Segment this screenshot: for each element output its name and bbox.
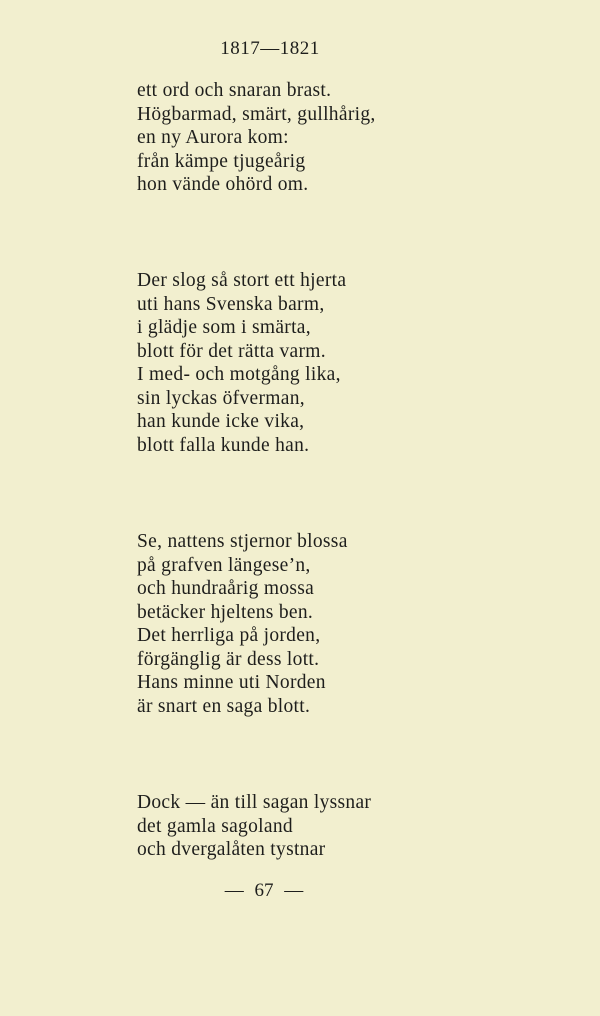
- verse-line: betäcker hjeltens ben.: [137, 601, 314, 623]
- verse-line: I med- och motgång lika,: [137, 364, 341, 385]
- stanza-3: [137, 530, 348, 718]
- verse-line: blott falla kunde han.: [137, 434, 310, 456]
- verse-line: Der slog så stort ett hjerta: [137, 270, 347, 291]
- verse-line: blott för det rätta varm.: [137, 340, 326, 362]
- verse-line: i glädje som i smärta,: [137, 317, 311, 338]
- verse-line: sin lyckas öfverman,: [137, 387, 305, 409]
- verse-line: är snart en saga blott.: [137, 695, 311, 717]
- verse-line: från kämpe tjugeårig: [137, 150, 306, 172]
- verse-line: hon vände ohörd om.: [137, 174, 309, 195]
- verse-line: och hundraårig mossa: [137, 578, 315, 599]
- verse-line: Högbarmad, smärt, gullhårig,: [137, 103, 376, 125]
- verse-line: Hans minne uti Norden: [137, 672, 326, 693]
- verse-line: och dvergalåten tystnar: [137, 839, 326, 860]
- verse-line: han kunde icke vika,: [137, 411, 305, 432]
- stanza-2: [137, 269, 346, 457]
- verse-line: Det herrliga på jorden,: [137, 625, 321, 646]
- verse-line: Se, nattens stjernor blossa: [137, 531, 348, 552]
- verse-line: en ny Aurora kom:: [137, 127, 289, 148]
- running-header-years: 1817—1821: [220, 38, 320, 59]
- page-number: — 67 —: [224, 880, 304, 901]
- verse-line: ett ord och snaran brast.: [137, 80, 332, 101]
- verse-line: på grafven längese’n,: [137, 554, 311, 576]
- verse-line: förgänglig är dess lott.: [137, 648, 320, 670]
- verse-line: det gamla sagoland: [137, 815, 293, 837]
- stanza-1: [137, 79, 376, 197]
- verse-line: uti hans Svenska barm,: [137, 293, 325, 315]
- verse-line: Dock — än till sagan lyssnar: [137, 792, 372, 813]
- stanza-4: [137, 791, 371, 862]
